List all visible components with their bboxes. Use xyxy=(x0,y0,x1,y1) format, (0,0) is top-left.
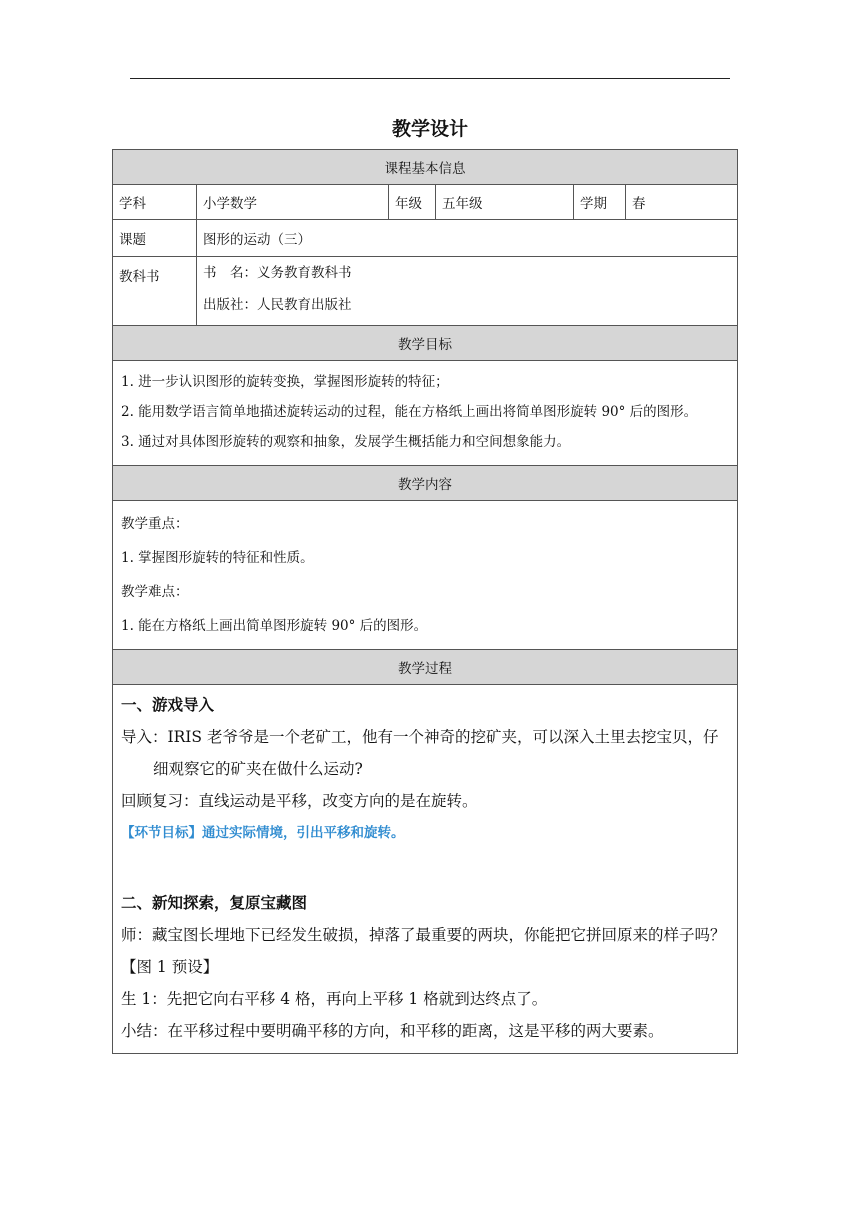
process-cell xyxy=(113,685,738,1054)
subject-label: 学科 xyxy=(113,185,197,220)
section-header-content: 教学内容 xyxy=(113,466,738,501)
difficult-point-item: 1. 能在方格纸上画出简单图形旋转 90° 后的图形。 xyxy=(121,618,428,634)
key-point-label: 教学重点： xyxy=(121,516,189,532)
part1-heading: 一、游戏导入 xyxy=(121,696,215,714)
goal-item-1: 1. 进一步认识图形的旋转变换，掌握图形旋转的特征； xyxy=(121,374,449,390)
book-name-line: 书 名：义务教育教科书 xyxy=(203,265,352,281)
goals-cell xyxy=(113,361,738,466)
goal-item-3: 3. 通过对具体图形旋转的观察和抽象，发展学生概括能力和空间想象能力。 xyxy=(121,434,571,450)
section-header-process: 教学过程 xyxy=(113,650,738,685)
section-header-goals: 教学目标 xyxy=(113,326,738,361)
part1-review: 回顾复习：直线运动是平移，改变方向的是在旋转。 xyxy=(121,792,478,810)
part2-teacher: 师：藏宝图长埋地下已经发生破损，掉落了最重要的两块，你能把它拼回原来的样子吗？ xyxy=(121,926,726,944)
term-label: 学期 xyxy=(574,185,626,220)
topic-value: 图形的运动（三） xyxy=(197,220,738,257)
document-title: 教学设计 xyxy=(391,118,468,140)
publisher-line: 出版社：人民教育出版社 xyxy=(203,297,352,313)
key-point-item: 1. 掌握图形旋转的特征和性质。 xyxy=(121,550,314,566)
lesson-plan-table xyxy=(112,149,738,1054)
goal-item-2: 2. 能用数学语言简单地描述旋转运动的过程，能在方格纸上画出将简单图形旋转 90° 后的图形。 xyxy=(121,404,698,420)
header-rule xyxy=(130,78,730,79)
difficult-point-label: 教学难点： xyxy=(121,584,189,600)
term-value: 春 xyxy=(626,185,738,220)
grade-label: 年级 xyxy=(389,185,436,220)
part1-intro: 导入：IRIS 老爷爷是一个老矿工，他有一个神奇的挖矿夹，可以深入土里去挖宝贝，仔细观察它的矿夹在做什么运动? xyxy=(121,728,719,778)
spacer xyxy=(121,849,731,887)
content-cell xyxy=(113,501,738,650)
part2-figure-note: 【图 1 预设】 xyxy=(121,958,219,976)
part2-summary: 小结：在平移过程中要明确平移的方向，和平移的距离，这是平移的两大要素。 xyxy=(121,1022,664,1040)
topic-label: 课题 xyxy=(113,220,197,257)
textbook-label: 教科书 xyxy=(113,257,197,326)
part2-heading: 二、新知探索，复原宝藏图 xyxy=(121,894,308,912)
section-header-basic-info: 课程基本信息 xyxy=(113,150,738,185)
textbook-info xyxy=(197,257,738,326)
part2-student: 生 1：先把它向右平移 4 格，再向上平移 1 格就到达终点了。 xyxy=(121,990,548,1008)
subject-value: 小学数学 xyxy=(197,185,389,220)
part1-goal-note: 【环节目标】通过实际情境，引出平移和旋转。 xyxy=(121,825,405,841)
grade-value: 五年级 xyxy=(436,185,574,220)
